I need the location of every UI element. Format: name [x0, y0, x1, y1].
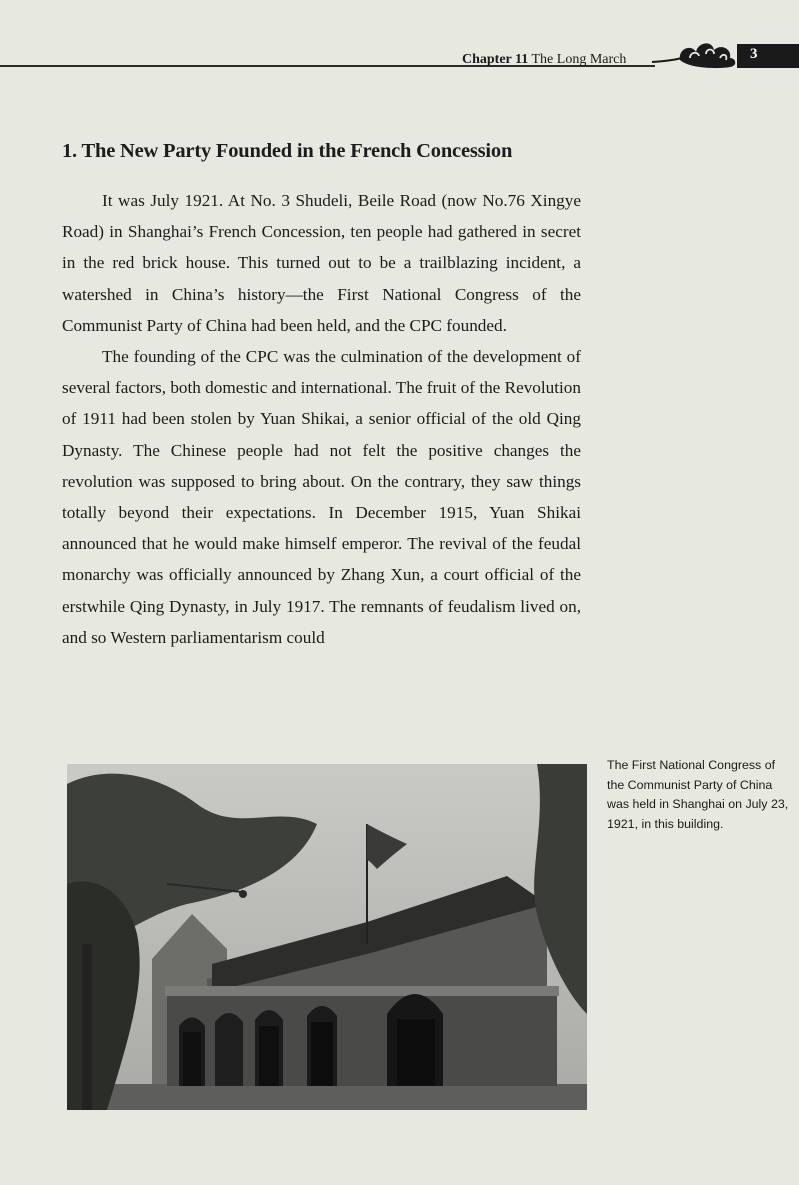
building-illustration	[67, 764, 587, 1110]
page-number: 3	[750, 46, 758, 62]
paragraph-2: The founding of the CPC was the culmination of the development of several factors, both domestic and international. The fruit of the Revolution of 1911 had been stolen by Yuan Shikai, a senior official of the old Qing Dynasty. The Chinese people had not felt the positive changes the revolution was supposed to bring about. On the contrary, they saw things totally beyond their expectations. In December 1915, Yuan Shikai announced that he would make himself emperor. The revival of the feudal monarchy was officially announced by Zhang Xun, a court official of the erstwhile Qing Dynasty, in July 1917. The remnants of feudalism lived on, and so Western parliamentarism could	[62, 347, 581, 647]
body-text	[62, 185, 581, 653]
cloud-ornament-icon	[650, 36, 740, 76]
chapter-title: The Long March	[531, 52, 627, 67]
paragraph-1: It was July 1921. At No. 3 Shudeli, Beile Road (now No.76 Xingye Road) in Shanghai’s French Concession, ten people had gathered in secret in the red brick house. This turned out to be a trailblazing incident, a watershed in China’s history—the First National Congress of the Communist Party of China had been held, and the CPC founded.	[62, 191, 581, 335]
section-title: 1. The New Party Founded in the French Concession	[62, 140, 513, 162]
running-header	[462, 52, 626, 68]
photo-caption: The First National Congress of the Communist Party of China was held in Shanghai on July 23, 1921, in this building.	[607, 758, 789, 831]
congress-building-photo	[67, 764, 587, 1110]
page-number-tab	[737, 44, 799, 68]
chapter-label: Chapter 11	[462, 52, 529, 67]
